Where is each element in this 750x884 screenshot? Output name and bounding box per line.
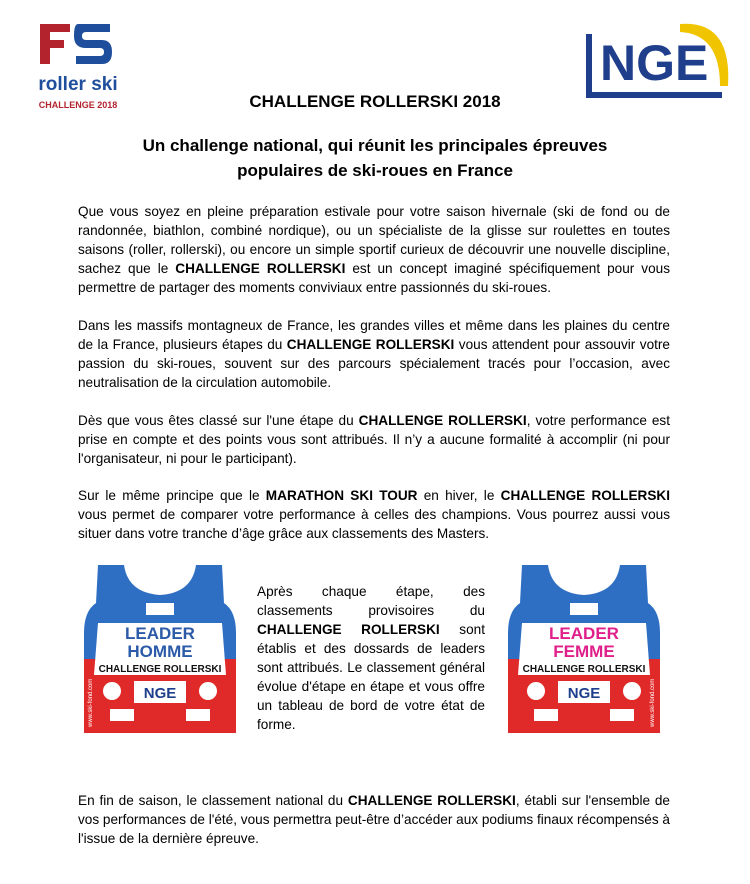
jersey-left-side-text: www.ski-fond.com [88,678,94,727]
paragraph-compare: Sur le même principe que le MARATHON SKI TOUR en hiver, le CHALLENGE ROLLERSKI vous permet de comparer votre performance à celles des champions. Vous pourrez aussi vous situer dans votre tranche d’âge grâce aux classements des Masters. [78,488,670,541]
subtitle-line-2: populaires de ski-roues en France [237,161,513,180]
paragraph-points: Dès que vous êtes classé sur l'une étape du CHALLENGE ROLLERSKI, votre performance est prise en compte et des points vous sont attribués. Il n’y a aucune formalité à accomplir (ni pour l'organisateur, ni pour le participant). [78,413,671,466]
jersey-right-line2: FEMME [553,642,615,661]
nge-logo [582,20,732,102]
jersey-left-band: CHALLENGE ROLLERSKI [98,664,222,675]
page-subtitle [100,133,650,183]
jersey-right-sponsor: NGE [567,685,601,702]
jersey-right-side-text: www.ski-fond.com [650,678,656,727]
page-title: CHALLENGE ROLLERSKI 2018 [249,92,501,111]
jersey-right-band: CHALLENGE ROLLERSKI [522,664,646,675]
leader-homme-jersey-image [76,563,244,735]
jersey-left-sponsor: NGE [143,685,177,702]
paragraph-leaders: Après chaque étape, des classements provisoires du CHALLENGE ROLLERSKI sont établis et des dossards de leaders sont attribués. Le classement général évolue d'étape en étape et vous offre un tableau de bord de votre état de forme. [257,584,485,732]
paragraph-intro: Que vous soyez en pleine préparation estivale pour votre saison hivernale (ski de fond ou de randonnée, biathlon, combiné nordique), ou un spécialiste de la glisse sur roulettes en toutes saisons (roller, rollerski), ou encore un simple sportif curieux de découvrir une nouvelle discipline, sachez que le CHALLENGE ROLLERSKI est un concept imaginé spécifiquement pour vous permettre de partager des moments conviviaux entre passionnés du ski-roues. [78,204,671,295]
logo-left-sub-text: CHALLENGE 2018 [38,100,118,110]
paragraph-final: En fin de saison, le classement national du CHALLENGE ROLLERSKI, établi sur l'ensemble de vos performances de l'été, vous permettra peut-être d’accéder aux podiums finaux récompensés à l'issue de la dernière épreuve. [78,793,670,846]
jersey-right-line1: LEADER [549,624,619,643]
jersey-left-line1: LEADER [125,624,195,643]
jersey-left-line2: HOMME [127,642,193,661]
leader-femme-jersey-image [500,563,668,735]
subtitle-line-1: Un challenge national, qui réunit les principales épreuves [142,136,608,155]
logo-left-main-text: roller ski [38,74,118,95]
paragraph-locations: Dans les massifs montagneux de France, les grandes villes et même dans les plaines du centre de la France, plusieurs étapes du CHALLENGE ROLLERSKI vous attendent pour assouvir votre passion du ski-roues, souvent sur des parcours spécialement tracés pour l’occasion, avec neutralisation de la circulation automobile. [78,318,670,390]
logo-nge-text: NGE [600,35,709,91]
